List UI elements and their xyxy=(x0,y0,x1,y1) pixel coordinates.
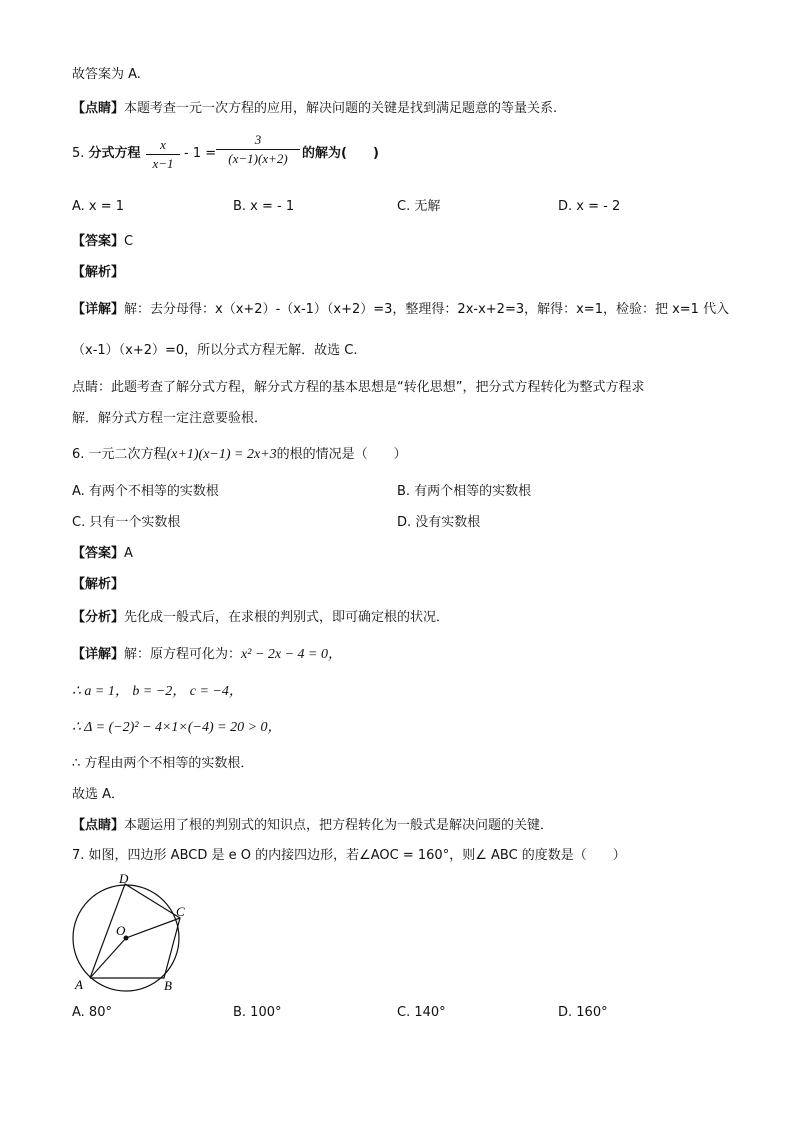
comment-line xyxy=(72,100,557,118)
q5-detail-tag: 【详解】 xyxy=(72,302,125,317)
q5-frac2-denominator: (x−1)(x+2) xyxy=(228,151,288,166)
q5-detail-line-2: （x-1）（x+2）=0，所以分式方程无解．故选 C. xyxy=(72,343,358,358)
q7-option-d: D. 160° xyxy=(558,1005,608,1020)
label-c: C xyxy=(176,904,185,919)
q5-option-a: A. x = 1 xyxy=(72,199,125,214)
q7-option-b: B. 100° xyxy=(233,1005,282,1020)
q6-answer-tag: 【答案】 xyxy=(72,546,125,561)
answer-line: 故答案为 A. xyxy=(72,67,141,82)
label-d: D xyxy=(119,871,129,886)
q6-tail: 的根的情况是（ ） xyxy=(276,447,407,462)
q6-comment-text: 本题运用了根的判别式的知识点，把方程转化为一般式是解决问题的关键． xyxy=(124,818,554,833)
q5-tail: 的解为( ) xyxy=(302,146,379,161)
q6-step-1: ∴ a = 1， b = −2， c = −4， xyxy=(72,684,243,699)
label-a: A xyxy=(75,977,83,992)
q6-detail-text: 解：原方程可化为： xyxy=(124,647,242,662)
q6-analysis-tag: 【解析】 xyxy=(72,577,125,592)
q5-option-d: D. x = - 2 xyxy=(558,199,621,214)
q6-step-4: 故选 A． xyxy=(72,787,125,802)
q6-answer xyxy=(72,545,133,563)
q6-option-d: D. 没有实数根 xyxy=(397,515,481,530)
q6-step-3: ∴ 方程由两个不相等的实数根． xyxy=(72,756,254,771)
q6-comment-line xyxy=(72,817,553,835)
label-b: B xyxy=(164,978,172,993)
q6-stem xyxy=(72,446,407,464)
q6-detail-equation: x² − 2x − 4 = 0， xyxy=(241,647,342,662)
q6-option-b: B. 有两个相等的实数根 xyxy=(397,484,532,499)
circle-quadrilateral-figure xyxy=(66,870,196,1000)
q5-lead: 分式方程 xyxy=(88,146,141,161)
q5-comment-line-1: 点睛：此题考查了解分式方程，解分式方程的基本思想是“转化思想”，把分式方程转化为整式方程求 xyxy=(72,380,645,395)
q6-comment-tag: 【点睛】 xyxy=(72,818,125,833)
q5-analysis-tag: 【解析】 xyxy=(72,265,125,280)
q5-detail-text-1: 解：去分母得：x（x+2）-（x-1）（x+2）=3，整理得：2x-x+2=3，解得：x=1，检验：把 x=1 代入 xyxy=(124,302,730,317)
q6-number: 6. xyxy=(72,447,85,462)
q7-number: 7. xyxy=(72,848,85,863)
q5-option-b: B. x = - 1 xyxy=(233,199,295,214)
q5-fraction-1 xyxy=(146,136,180,173)
comment-text: 本题考查一元一次方程的应用，解决问题的关键是找到满足题意的等量关系. xyxy=(124,101,558,116)
q6-step-2: ∴ Δ = (−2)² − 4×1×(−4) = 20 > 0， xyxy=(72,720,282,735)
q6-analysis-sub-tag: 【分析】 xyxy=(72,610,125,625)
q6-answer-value: A xyxy=(124,546,133,561)
q5-option-c: C. 无解 xyxy=(397,199,441,214)
segment-oc xyxy=(126,918,180,938)
q5-mid: - 1 = xyxy=(184,146,217,161)
q5-frac1-denominator: x−1 xyxy=(152,156,174,171)
q5-number: 5. xyxy=(72,146,85,161)
q5-answer-value: C xyxy=(124,234,134,249)
q5-frac1-numerator: x xyxy=(160,137,166,152)
q7-option-c: C. 140° xyxy=(397,1005,446,1020)
q6-analysis-line xyxy=(72,609,449,627)
q5-comment-line-2: 解．解分式方程一定注意要验根． xyxy=(72,411,268,426)
q5-frac2-numerator: 3 xyxy=(254,132,262,147)
q6-detail-line xyxy=(72,646,342,664)
comment-tag: 【点睛】 xyxy=(72,101,125,116)
q6-analysis-text: 先化成一般式后，在求根的判别式，即可确定根的状况． xyxy=(124,610,450,625)
q6-option-c: C. 只有一个实数根 xyxy=(72,515,181,530)
q7-option-a: A. 80° xyxy=(72,1005,112,1020)
q5-detail-line-1 xyxy=(72,301,729,319)
q6-option-a: A. 有两个不相等的实数根 xyxy=(72,484,219,499)
label-o: O xyxy=(116,923,126,938)
q5-answer-tag: 【答案】 xyxy=(72,234,125,249)
q5-answer xyxy=(72,233,133,251)
q6-equation: (x+1)(x−1) = 2x+3 xyxy=(166,447,277,462)
q5-fraction-2 xyxy=(216,131,300,168)
quadrilateral-abcd xyxy=(90,884,180,978)
q6-lead: 一元二次方程 xyxy=(88,447,167,462)
segment-ao xyxy=(90,938,126,978)
q7-text: 如图，四边形 ABCD 是 e O 的内接四边形，若∠AOC = 160°，则∠ ABC 的度数是（ ） xyxy=(88,848,626,863)
q6-detail-tag: 【详解】 xyxy=(72,647,125,662)
q7-stem xyxy=(72,847,626,865)
q5-stem xyxy=(72,145,141,163)
